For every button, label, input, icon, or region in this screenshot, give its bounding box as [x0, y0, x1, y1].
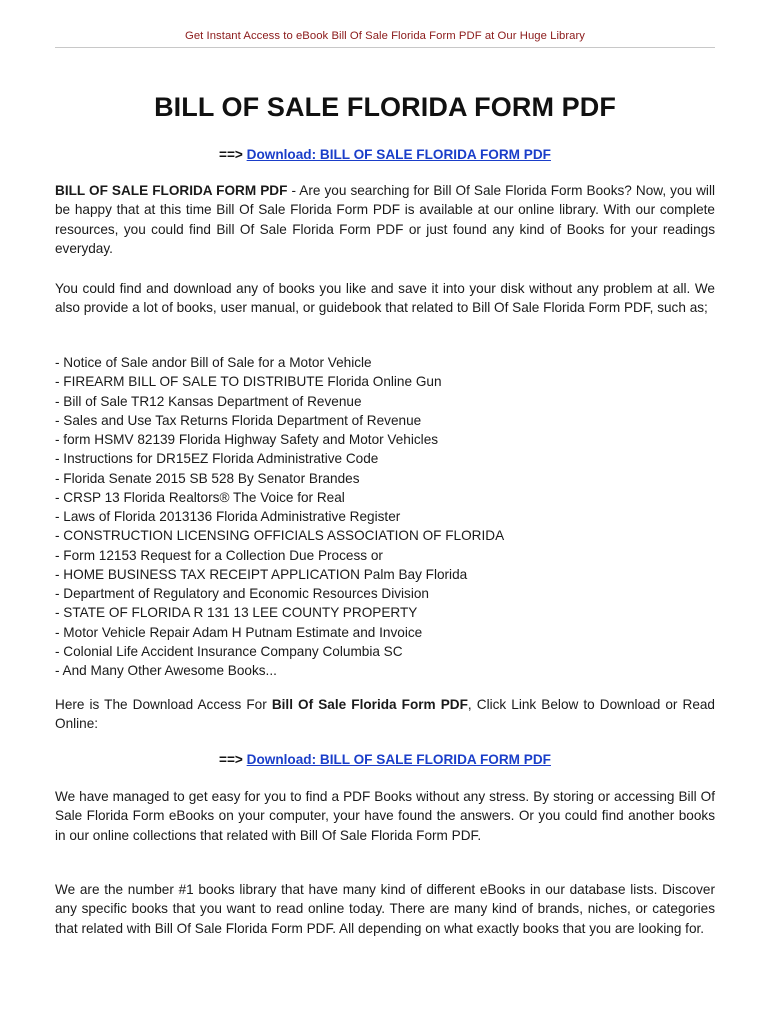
list-item: - HOME BUSINESS TAX RECEIPT APPLICATION Palm Bay Florida [55, 566, 468, 582]
intro-paragraph [55, 181, 715, 259]
access-text-before: Here is The Download Access For [55, 697, 272, 712]
download-link-bottom[interactable]: Download: BILL OF SALE FLORIDA FORM PDF [246, 752, 551, 767]
download-line-bottom [55, 752, 715, 767]
header-divider [55, 47, 715, 48]
download-arrow-prefix: ==> [219, 147, 247, 162]
list-item: - STATE OF FLORIDA R 131 13 LEE COUNTY PROPERTY [55, 605, 418, 621]
list-item: - Florida Senate 2015 SB 528 By Senator Brandes [55, 470, 360, 486]
book-list [55, 353, 715, 680]
download-arrow-prefix: ==> [219, 752, 247, 767]
easy-access-paragraph: We have managed to get easy for you to find a PDF Books without any stress. By storing or accessing Bill Of Sale Florida Form eBooks on your computer, your have found the answers. Or you could find another books in our online collections that related with Bill Of Sale Florida Form PDF. [55, 789, 715, 843]
list-item: - CRSP 13 Florida Realtors® The Voice for Real [55, 489, 345, 505]
list-item: - Laws of Florida 2013136 Florida Administrative Register [55, 509, 401, 524]
related-books-paragraph: You could find and download any of books you like and save it into your disk without any problem at all. We also provide a lot of books, user manual, or guidebook that related to Bill Of Sale Florida Form PDF, such as; [55, 281, 715, 316]
list-item: - And Many Other Awesome Books... [55, 663, 277, 678]
page-header-banner: Get Instant Access to eBook Bill Of Sale Florida Form PDF at Our Huge Library [184, 30, 586, 42]
list-item: - Notice of Sale andor Bill of Sale for a Motor Vehicle [55, 355, 372, 370]
page-title: BILL OF SALE FLORIDA FORM PDF [154, 92, 616, 122]
list-item: - Motor Vehicle Repair Adam H Putnam Estimate and Invoice [55, 624, 423, 640]
list-item: - Bill of Sale TR12 Kansas Department of Revenue [55, 393, 362, 409]
list-item: - Colonial Life Accident Insurance Company Columbia SC [55, 643, 403, 659]
download-access-paragraph [55, 695, 715, 734]
access-bold-title: Bill Of Sale Florida Form PDF [271, 697, 468, 712]
download-line-top [55, 147, 715, 162]
list-item: - Instructions for DR15EZ Florida Administrative Code [55, 451, 379, 467]
list-item: - Department of Regulatory and Economic Resources Division [55, 586, 429, 601]
intro-bold-lead: BILL OF SALE FLORIDA FORM PDF [55, 183, 288, 198]
list-item: - FIREARM BILL OF SALE TO DISTRIBUTE Florida Online Gun [55, 374, 442, 390]
list-item: - CONSTRUCTION LICENSING OFFICIALS ASSOCIATION OF FLORIDA [55, 528, 505, 544]
list-item: - form HSMV 82139 Florida Highway Safety and Motor Vehicles [55, 432, 439, 447]
list-item: - Form 12153 Request for a Collection Due Process or [55, 547, 383, 563]
library-paragraph: We are the number #1 books library that have many kind of different eBooks in our database lists. Discover any specific books that you want to read online today. There are many kind of brands, niches, or categories that related with Bill Of Sale Florida Form PDF. All depending on what exactly books that you are looking for. [55, 882, 715, 936]
download-link-top[interactable]: Download: BILL OF SALE FLORIDA FORM PDF [246, 147, 551, 162]
intro-text: - Are you searching for Bill Of Sale Florida Form Books? Now, you will be happy that at this time Bill Of Sale Florida Form PDF is available at our online library. With our complete resources, you could find Bill Of Sale Florida Form PDF or just found any kind of Books for your readings everyday. [55, 183, 715, 257]
list-item: - Sales and Use Tax Returns Florida Department of Revenue [55, 412, 422, 428]
access-text-after: , Click Link Below to Download or Read Online: [55, 697, 715, 732]
